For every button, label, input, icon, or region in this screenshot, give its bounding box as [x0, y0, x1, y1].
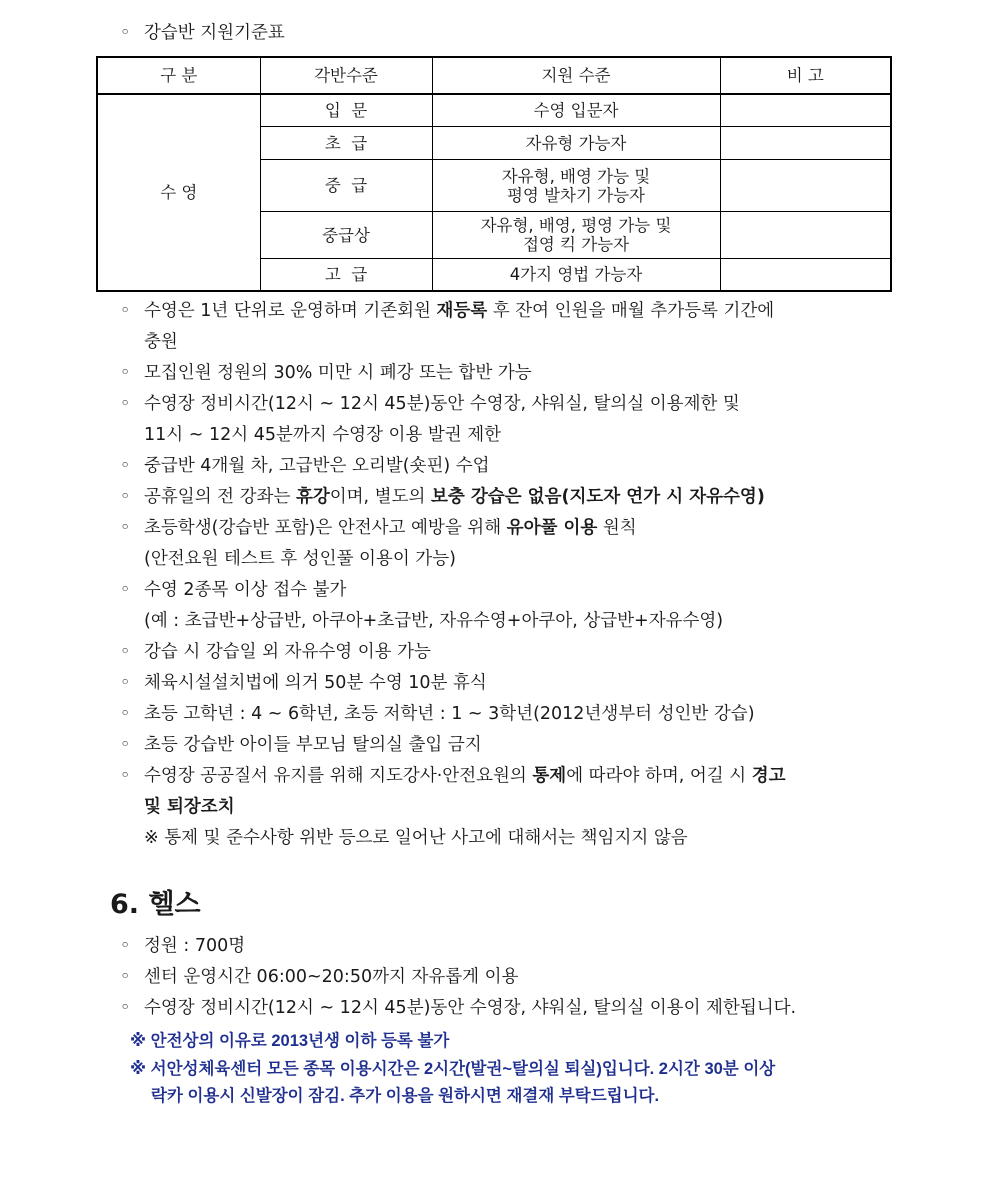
note-text: 원칙 — [597, 518, 637, 538]
note-text: 수영은 1년 단위로 운영하며 기존회원 — [144, 301, 437, 321]
support-cell — [432, 212, 720, 259]
note-text: 모집인원 정원의 30% 미만 시 폐강 또는 합반 가능 — [144, 363, 532, 383]
header-level: 각반수준 — [260, 57, 432, 94]
note-text: 수영 2종목 이상 접수 불가 — [144, 580, 347, 600]
note-bold: 경고 — [751, 766, 786, 786]
note-cell — [720, 259, 891, 292]
note-cell — [720, 212, 891, 259]
gym-text: 정원 : 700명 — [144, 936, 246, 956]
level-cell: 중급상 — [260, 212, 432, 259]
note-text: 공휴일의 전 강좌는 — [144, 487, 296, 507]
bullet-icon: ◦ — [120, 518, 131, 538]
section-title: 6. 헬스 — [110, 889, 201, 920]
note-item — [120, 575, 346, 606]
warning-usage-time-cont: 락카 이용시 신발장이 잠김. 추가 이용을 원하시면 재결재 부탁드립니다. — [151, 1087, 660, 1105]
warning-usage-time: ※ 서안성체육센터 모든 종목 이용시간은 2시간(발권~탈의실 퇴실)입니다. 2시간 30분 이상 — [130, 1060, 776, 1078]
bullet-icon: ◦ — [120, 301, 131, 321]
support-cell — [432, 160, 720, 212]
header-support: 지원 수준 — [432, 57, 720, 94]
note-bold: 재등록 — [436, 301, 488, 321]
bullet-icon: ◦ — [120, 487, 131, 507]
support-criteria-table — [96, 56, 892, 292]
note-bold: 통제 — [532, 766, 567, 786]
note-text: 초등학생(강습반 포함)은 안전사고 예방을 위해 — [144, 518, 507, 538]
note-item — [120, 482, 765, 513]
note-item — [120, 668, 487, 699]
note-text: 이며, 별도의 — [329, 487, 431, 507]
bullet-icon: ◦ — [120, 704, 131, 724]
note-text: 에 따라야 하며, 어길 시 — [566, 766, 752, 786]
note-text: 초등 강습반 아이들 부모님 탈의실 출입 금지 — [144, 735, 482, 755]
bullet-icon: ◦ — [120, 580, 131, 600]
bullet-icon: ◦ — [120, 936, 131, 956]
note-cell — [720, 94, 891, 127]
gym-item — [120, 962, 518, 993]
support-line: 접영 킥 가능자 — [522, 235, 630, 254]
gym-text: 센터 운영시간 06:00~20:50까지 자유롭게 이용 — [144, 967, 519, 987]
table-caption-text: 강습반 지원기준표 — [144, 23, 285, 43]
bullet-icon: ◦ — [120, 23, 131, 43]
note-item — [120, 451, 490, 482]
level-cell: 입 문 — [260, 94, 432, 127]
note-item — [120, 296, 774, 327]
note-cell — [720, 160, 891, 212]
note-text: 후 잔여 인원을 매월 추가등록 기간에 — [487, 301, 775, 321]
warning-registration: ※ 안전상의 이유로 2013년생 이하 등록 불가 — [130, 1032, 450, 1050]
note-text: 강습 시 강습일 외 자유수영 이용 가능 — [144, 642, 431, 662]
note-item — [120, 730, 482, 761]
note-item — [120, 637, 431, 668]
note-disclaimer: ※ 통제 및 준수사항 위반 등으로 일어난 사고에 대해서는 책임지지 않음 — [144, 828, 688, 848]
note-text: 초등 고학년 : 4 ~ 6학년, 초등 저학년 : 1 ~ 3학년(2012년생부터 성인반 강습) — [144, 704, 755, 724]
header-category: 구 분 — [97, 57, 260, 94]
note-continuation: (안전요원 테스트 후 성인풀 이용이 가능) — [144, 549, 456, 569]
table-header-row — [97, 57, 891, 94]
bullet-icon: ◦ — [120, 642, 131, 662]
note-text: 수영장 정비시간(12시 ~ 12시 45분)동안 수영장, 샤워실, 탈의실 이용제한 및 — [144, 394, 740, 414]
note-cell — [720, 127, 891, 160]
bullet-icon: ◦ — [120, 967, 131, 987]
support-line: 자유형, 배영 가능 및 — [501, 166, 651, 186]
note-bold: 및 퇴장조치 — [144, 797, 235, 817]
bullet-icon: ◦ — [120, 363, 131, 383]
bullet-icon: ◦ — [120, 766, 131, 786]
gym-item — [120, 931, 245, 962]
level-cell: 중 급 — [260, 160, 432, 212]
note-text: 수영장 공공질서 유지를 위해 지도강사·안전요원의 — [144, 766, 533, 786]
level-cell: 초 급 — [260, 127, 432, 160]
note-bold: 휴강 — [295, 487, 330, 507]
note-item — [120, 358, 532, 389]
support-line: 평영 발차기 가능자 — [506, 185, 645, 205]
support-cell: 수영 입문자 — [432, 94, 720, 127]
category-cell: 수 영 — [97, 94, 260, 291]
table-row — [97, 94, 891, 127]
note-bold: 보충 강습은 없음(지도자 연가 시 자유수영) — [430, 487, 765, 507]
support-cell: 4가지 영법 가능자 — [432, 259, 720, 292]
note-continuation — [144, 792, 235, 823]
note-continuation: 11시 ~ 12시 45분까지 수영장 이용 발권 제한 — [144, 425, 502, 445]
gym-item — [120, 993, 796, 1024]
bullet-icon: ◦ — [120, 998, 131, 1018]
table-caption — [120, 18, 285, 49]
bullet-icon: ◦ — [120, 735, 131, 755]
bullet-icon: ◦ — [120, 456, 131, 476]
note-continuation: (예 : 초급반+상급반, 아쿠아+초급반, 자유수영+아쿠아, 상급반+자유수영) — [144, 611, 724, 631]
note-item — [120, 699, 755, 730]
bullet-icon: ◦ — [120, 673, 131, 693]
note-item — [120, 513, 637, 544]
note-text: 중급반 4개월 차, 고급반은 오리발(숏핀) 수업 — [144, 456, 490, 476]
note-continuation: 충원 — [144, 332, 178, 352]
note-item — [120, 389, 740, 420]
header-note: 비 고 — [720, 57, 891, 94]
note-bold: 유아풀 이용 — [506, 518, 598, 538]
gym-text: 수영장 정비시간(12시 ~ 12시 45분)동안 수영장, 샤워실, 탈의실 이용이 제한됩니다. — [144, 998, 797, 1018]
support-line: 자유형, 배영, 평영 가능 및 — [480, 216, 672, 235]
support-cell: 자유형 가능자 — [432, 127, 720, 160]
level-cell: 고 급 — [260, 259, 432, 292]
note-item — [120, 761, 786, 792]
note-text: 체육시설설치법에 의거 50분 수영 10분 휴식 — [144, 673, 487, 693]
bullet-icon: ◦ — [120, 394, 131, 414]
